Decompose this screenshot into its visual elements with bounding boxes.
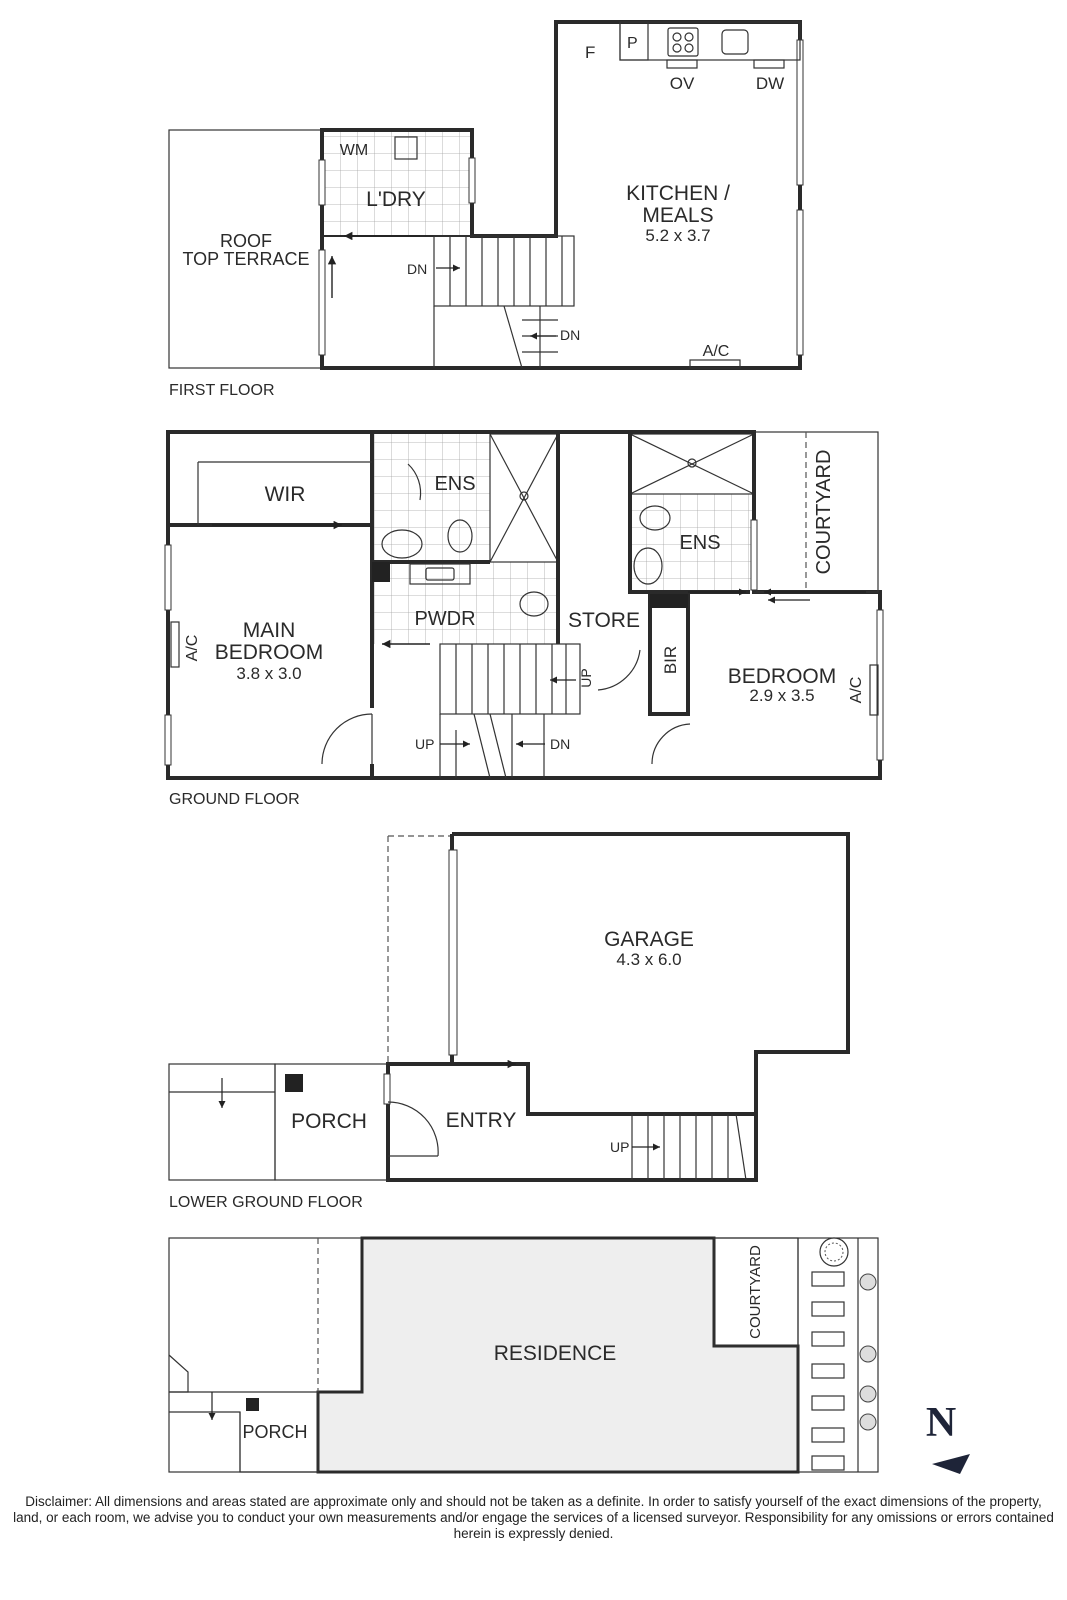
shrub-icons [860,1274,876,1430]
ground-floor-stairs [440,644,580,778]
garage-door [449,850,457,1055]
stairs-down-label-1: DN [407,261,428,277]
courtyard-label-ground: COURTYARD [813,449,835,575]
ensuite-1-label: ENS [434,473,476,495]
stairs-down-label-ground: DN [550,736,571,752]
courtyard-label-site: COURTYARD [747,1245,764,1339]
ac-unit-main [171,622,179,667]
first-floor-labels [169,35,784,399]
porch-label-lower: PORCH [291,1110,367,1133]
ac-label-bedroom: A/C [848,676,865,704]
north-arrow-icon [932,1454,970,1474]
terrace-label: ROOF [220,231,272,251]
garage-label: GARAGE [604,928,694,951]
cooktop-icon [668,28,698,56]
ac-label-main: A/C [184,634,201,662]
kitchen-label-2: MEALS [642,204,714,227]
main-bedroom-label-2: BEDROOM [214,641,324,664]
ensuite-2-label: ENS [679,532,721,554]
terrace-label-2: TOP TERRACE [182,249,310,269]
pantry-label: P [627,35,638,52]
stairs-up-label: UP [415,736,435,752]
first-floor-title: FIRST FLOOR [169,382,275,399]
laundry-label: L'DRY [366,188,426,211]
north-letter: N [925,1400,957,1446]
tree-icon [820,1238,848,1266]
store-label: STORE [568,609,640,632]
ensuite-1-tiles [374,434,490,562]
stairs-down-label-2: DN [560,327,581,343]
ground-floor-title: GROUND FLOOR [169,791,300,808]
disclaimer-text: Disclaimer: All dimensions and areas stated are approximate only and should not be taken as a definite. In order to satisfy yourself of the exact dimensions of the property, land, or each room, we advise you to conduct your own measurements and/or engage the services of a licensed surveyor. Responsibility for any omissions or errors contained herein is expressly denied. [13,1494,1054,1541]
kitchen-label: KITCHEN / [626,182,730,205]
entry-label: ENTRY [445,1109,517,1132]
powder-room-tiles [374,562,558,644]
site-pavers [812,1272,844,1470]
stairs-up-label-store: UP [578,668,594,688]
kitchen-bench [620,22,800,60]
porch-label-site: PORCH [242,1422,308,1442]
wir-label: WIR [264,483,306,506]
kitchen-size: 5.2 x 3.7 [645,226,711,245]
stairs-up-label-lower: UP [610,1139,630,1155]
main-bedroom-size: 3.8 x 3.0 [236,664,302,683]
fridge-label: F [585,43,596,62]
north-compass [926,1400,970,1474]
main-bedroom-label: MAIN [242,619,296,642]
powder-room-label: PWDR [414,608,476,630]
ac-label-first: A/C [702,343,730,360]
sink-icon [722,30,748,54]
lower-floor-labels [169,928,694,1211]
residence-label: RESIDENCE [493,1342,617,1365]
first-floor-stairs [434,236,574,368]
washing-machine-label: WM [339,142,369,159]
oven-label: OV [669,74,695,93]
bedroom-label: BEDROOM [727,665,837,688]
bir-label: BIR [661,645,680,675]
garage-size: 4.3 x 6.0 [616,950,682,969]
bedroom-size: 2.9 x 3.5 [749,686,815,705]
lower-floor-title: LOWER GROUND FLOOR [169,1194,363,1211]
dishwasher-label: DW [755,74,785,93]
